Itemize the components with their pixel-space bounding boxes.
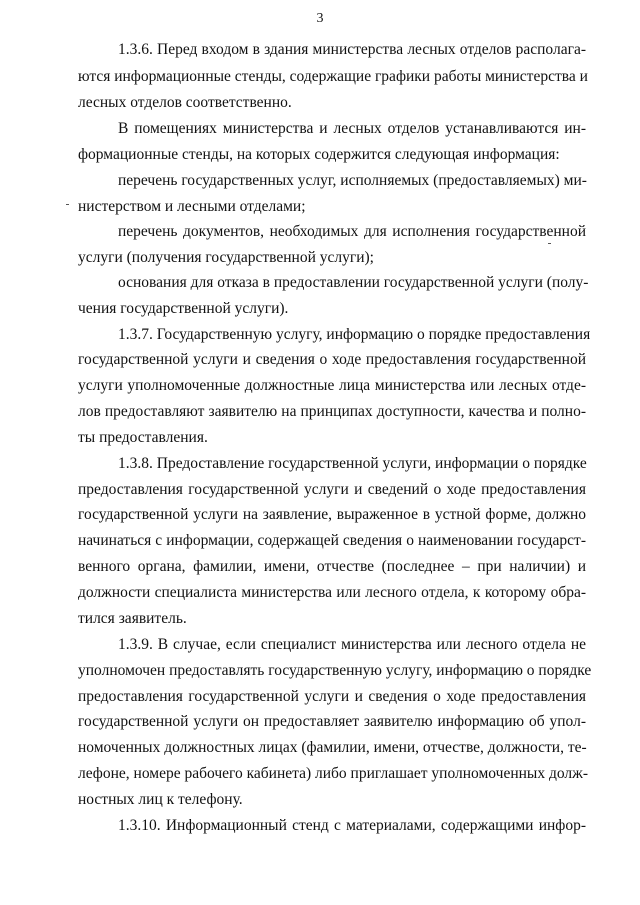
- text-line: услуги (получения государственной услуги);: [78, 249, 374, 266]
- text-line: государственной услуги он предоставляет заявителю информацию об упол-: [78, 713, 586, 730]
- text-line: 1.3.10. Информационный стенд с материалами, содержащими инфор-: [118, 817, 586, 834]
- scan-speck: [548, 243, 551, 244]
- text-line: перечень государственных услуг, исполняемых (предоставляемых) ми-: [118, 172, 587, 189]
- text-line: 1.3.8. Предоставление государственной услуги, информации о порядке: [118, 455, 587, 472]
- text-line: перечень документов, необходимых для исполнения государственной: [118, 223, 586, 240]
- text-line: формационные стенды, на которых содержится следующая информация:: [78, 146, 560, 163]
- text-line: лов предоставляют заявителю на принципах доступности, качества и полно-: [78, 403, 586, 420]
- text-line: 1.3.9. В случае, если специалист министерства или лесного отдела не: [118, 636, 586, 653]
- text-line: начинаться с информации, содержащей сведения о наименовании государст-: [78, 532, 586, 549]
- text-line: лефоне, номере рабочего кабинета) либо приглашает уполномоченных долж-: [78, 765, 588, 782]
- text-line: тился заявитель.: [78, 610, 187, 627]
- scan-speck: [66, 204, 69, 205]
- text-line: уполномочен предоставлять государственную услугу, информацию о порядке: [78, 662, 592, 679]
- text-line: ются информационные стенды, содержащие графики работы министерства и: [78, 68, 588, 85]
- page-number: 3: [316, 11, 324, 26]
- text-line: предоставления государственной услуги и сведения о ходе предоставления: [78, 688, 586, 705]
- text-line: основания для отказа в предоставлении государственной услуги (полу-: [118, 274, 589, 291]
- text-line: государственной услуги и сведения о ходе предоставления государственной: [78, 351, 586, 368]
- text-line: ты предоставления.: [78, 429, 208, 446]
- text-line: 1.3.6. Перед входом в здания министерства лесных отделов располага-: [118, 41, 586, 58]
- text-line: предоставления государственной услуги и сведений о ходе предоставления: [78, 481, 586, 498]
- text-line: нистерством и лесными отделами;: [78, 198, 306, 215]
- text-line: ностных лиц к телефону.: [78, 791, 243, 808]
- text-line: лесных отделов соответственно.: [78, 94, 292, 111]
- text-line: услуги уполномоченные должностные лица министерства или лесных отде-: [78, 377, 586, 394]
- text-line: чения государственной услуги).: [78, 300, 289, 317]
- text-line: номоченных должностных лицах (фамилии, имени, отчестве, должности, те-: [78, 739, 587, 756]
- text-line: государственной услуги на заявление, выраженное в устной форме, должно: [78, 506, 586, 523]
- text-line: В помещениях министерства и лесных отделов устанавливаются ин-: [118, 120, 586, 137]
- text-line: должности специалиста министерства или лесного отдела, к которому обра-: [78, 584, 586, 601]
- text-line: 1.3.7. Государственную услугу, информацию о порядке предоставления: [118, 326, 591, 343]
- text-line: венного органа, фамилии, имени, отчестве (последнее – при наличии) и: [78, 558, 586, 575]
